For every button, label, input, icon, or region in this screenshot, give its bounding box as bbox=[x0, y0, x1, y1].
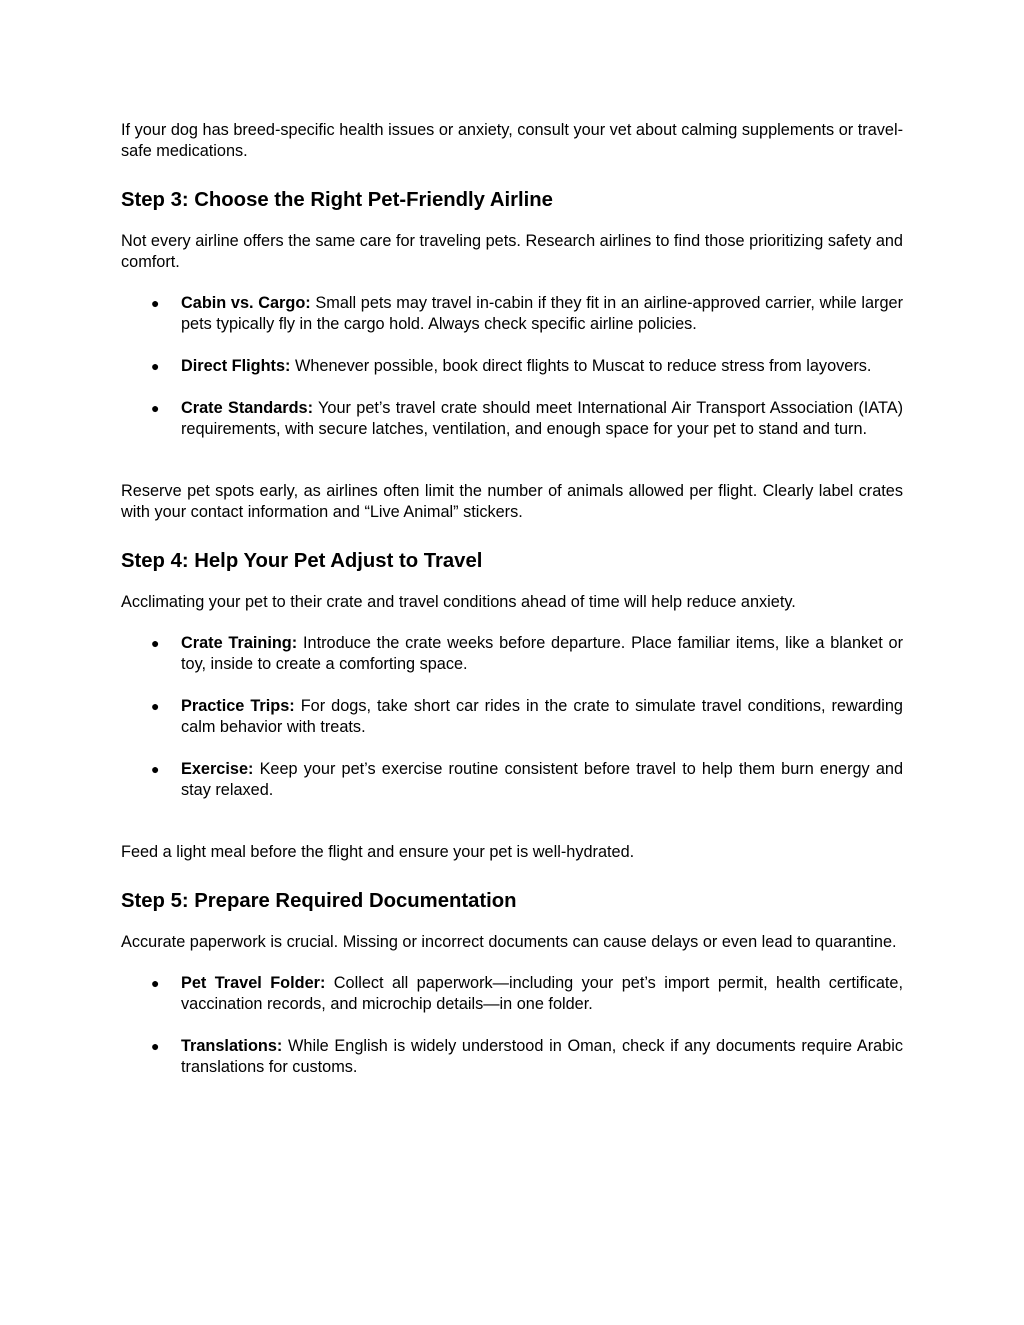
list-item-text: Introduce the crate weeks before departure. Place familiar items, like a blanket or toy, inside to create a comforting space. bbox=[181, 634, 904, 673]
list-item-label: Crate Standards: bbox=[181, 399, 314, 417]
list-item bbox=[121, 973, 903, 1015]
step3-list bbox=[121, 293, 903, 440]
document-page bbox=[121, 120, 903, 1078]
list-item-label: Exercise: bbox=[181, 760, 254, 778]
bullet-icon: ● bbox=[151, 635, 160, 651]
bullet-icon: ● bbox=[151, 295, 160, 311]
list-item-text: Your pet’s travel crate should meet International Air Transport Association (IATA) requirements, with secure latches, ventilation, and enough space for your pet to stand and turn. bbox=[181, 399, 903, 438]
step5-heading: Step 5: Prepare Required Documentation bbox=[121, 890, 517, 912]
step3-heading: Step 3: Choose the Right Pet-Friendly Airline bbox=[121, 189, 553, 211]
bullet-icon: ● bbox=[151, 975, 160, 991]
list-item bbox=[121, 633, 903, 675]
list-item-text: While English is widely understood in Oman, check if any documents require Arabic translations for customs. bbox=[181, 1037, 903, 1076]
list-item bbox=[121, 356, 903, 377]
list-item bbox=[121, 293, 903, 335]
step4-intro: Acclimating your pet to their crate and travel conditions ahead of time will help reduce anxiety. bbox=[121, 593, 796, 611]
step5-intro: Accurate paperwork is crucial. Missing or incorrect documents can cause delays or even lead to quarantine. bbox=[121, 933, 897, 951]
step4-heading: Step 4: Help Your Pet Adjust to Travel bbox=[121, 550, 483, 572]
list-item-text: For dogs, take short car rides in the crate to simulate travel conditions, rewarding calm behavior with treats. bbox=[181, 697, 903, 736]
step3-intro: Not every airline offers the same care for traveling pets. Research airlines to find those prioritizing safety and comfort. bbox=[121, 232, 903, 271]
list-item-label: Practice Trips: bbox=[181, 697, 295, 715]
list-item-label: Crate Training: bbox=[181, 634, 298, 652]
step4-list bbox=[121, 633, 903, 801]
list-item-label: Pet Travel Folder: bbox=[181, 974, 326, 992]
list-item bbox=[121, 696, 903, 738]
list-item-text: Whenever possible, book direct flights to Muscat to reduce stress from layovers. bbox=[290, 357, 872, 375]
bullet-icon: ● bbox=[151, 698, 160, 714]
step4-outro: Feed a light meal before the flight and ensure your pet is well-hydrated. bbox=[121, 843, 635, 861]
bullet-icon: ● bbox=[151, 400, 160, 416]
bullet-icon: ● bbox=[151, 1038, 160, 1054]
list-item bbox=[121, 759, 903, 801]
intro-paragraph: If your dog has breed-specific health issues or anxiety, consult your vet about calming supplements or travel-safe medications. bbox=[121, 121, 903, 160]
list-item-text: Keep your pet’s exercise routine consistent before travel to help them burn energy and stay relaxed. bbox=[181, 760, 903, 799]
list-item-label: Direct Flights: bbox=[181, 357, 291, 375]
step5-list bbox=[121, 973, 903, 1078]
bullet-icon: ● bbox=[151, 761, 160, 777]
list-item-label: Translations: bbox=[181, 1037, 283, 1055]
list-item-label: Cabin vs. Cargo: bbox=[181, 294, 311, 312]
list-item bbox=[121, 1036, 903, 1078]
step3-outro: Reserve pet spots early, as airlines often limit the number of animals allowed per flight. Clearly label crates with your contact information and “Live Animal” stickers. bbox=[121, 482, 903, 521]
list-item-text: Collect all paperwork—including your pet’s import permit, health certificate, vaccination records, and microchip details—in one folder. bbox=[181, 974, 903, 1013]
list-item-text: Small pets may travel in-cabin if they fit in an airline-approved carrier, while larger pets typically fly in the cargo hold. Always check specific airline policies. bbox=[181, 294, 903, 333]
list-item bbox=[121, 398, 903, 440]
bullet-icon: ● bbox=[151, 358, 160, 374]
